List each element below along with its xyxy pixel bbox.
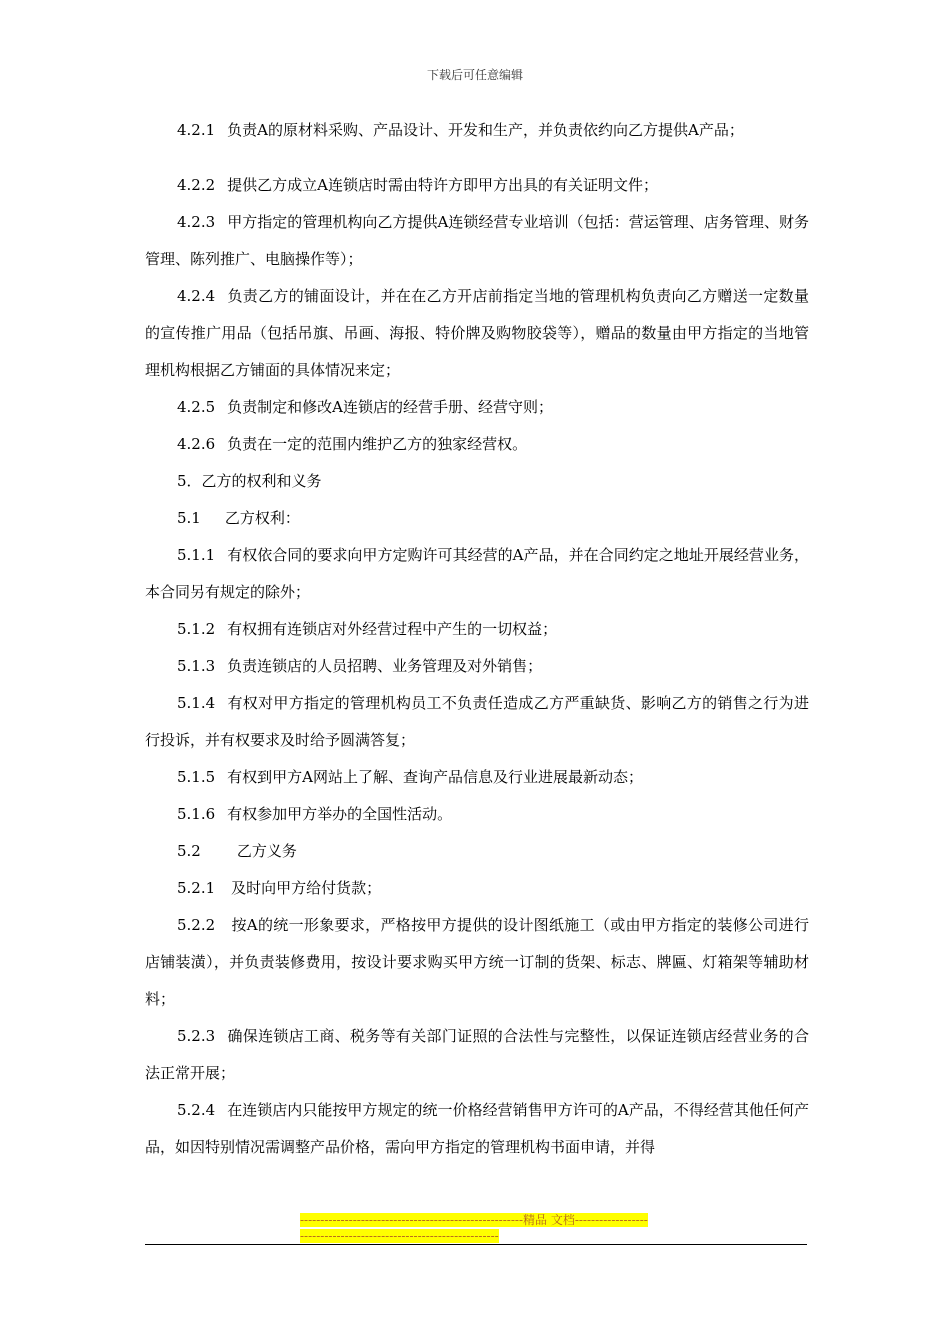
document-body [145,112,809,1166]
paragraph [145,537,809,611]
subsection-number: 5.1 [177,509,201,527]
paragraph [145,112,809,149]
clause-number: 5.1.4 [177,694,216,712]
clause-number: 5.2.2 [177,916,216,934]
paragraph [145,1018,809,1092]
clause-number: 4.2.1 [177,121,216,139]
clause-number: 5.1.5 [177,768,216,786]
section-title: 乙方的权利和义务 [201,472,322,490]
clause-number: 5.1.1 [177,546,216,564]
clause-number: 5.1.3 [177,657,216,675]
footer-watermark-text: -------------------------------------------------------精品 文档------------------------------------------------------------------- [300,1213,648,1243]
subsection-title: 乙方义务 [236,842,297,860]
clause-text: 甲方指定的管理机构向乙方提供A连锁经营专业培训（包括：营运管理、店务管理、财务管理、陈列推广、电脑操作等）； [145,213,809,268]
clause-number: 5.2.3 [177,1027,216,1045]
clause-text: 负责在一定的范围内维护乙方的独家经营权。 [227,435,528,453]
clause-number: 5.2.4 [177,1101,216,1119]
subsection-number: 5.2 [177,842,201,860]
paragraph [145,685,809,759]
page-header: 下载后可任意编辑 [426,68,523,82]
paragraph [145,759,809,796]
clause-text: 提供乙方成立A连锁店时需由特许方即甲方出具的有关证明文件； [227,176,659,194]
clause-number: 5.1.6 [177,805,216,823]
clause-text: 有权到甲方A网站上了解、查询产品信息及行业进展最新动态； [227,768,644,786]
paragraph [145,426,809,463]
clause-text: 在连锁店内只能按甲方规定的统一价格经营销售甲方许可的A产品，不得经营其他任何产品，如因特别情况需调整产品价格，需向甲方指定的管理机构书面申请，并得 [145,1101,809,1156]
paragraph [145,611,809,648]
clause-text: 负责连锁店的人员招聘、业务管理及对外销售； [227,657,543,675]
clause-number: 4.2.4 [177,287,216,305]
paragraph [145,1092,809,1166]
clause-number: 4.2.5 [177,398,216,416]
clause-text: 负责乙方的铺面设计，并在在乙方开店前指定当地的管理机构负责向乙方赠送一定数量的宣传推广用品（包括吊旗、吊画、海报、特价牌及购物胶袋等），赠品的数量由甲方指定的当地管理机构根据乙方铺面的具体情况来定； [145,287,809,379]
clause-text: 及时向甲方给付货款； [231,879,382,897]
paragraph [145,167,809,204]
paragraph [145,907,809,1018]
paragraph [145,796,809,833]
clause-number: 4.2.2 [177,176,216,194]
clause-text: 有权对甲方指定的管理机构员工不负责任造成乙方严重缺货、影响乙方的销售之行为进行投诉，并有权要求及时给予圆满答复； [145,694,809,749]
clause-text: 负责A的原材料采购、产品设计、开发和生产，并负责依约向乙方提供A产品； [227,121,744,139]
clause-number: 5.1.2 [177,620,216,638]
clause-text: 有权拥有连锁店对外经营过程中产生的一切权益； [227,620,558,638]
paragraph [145,389,809,426]
subsection-heading [145,833,809,870]
section-number: 5． [177,472,202,490]
clause-text: 按A的统一形象要求，严格按甲方提供的设计图纸施工（或由甲方指定的装修公司进行店铺装潢），并负责装修费用，按设计要求购买甲方统一订制的货架、标志、牌匾、灯箱架等辅助材料； [145,916,809,1008]
clause-number: 5.2.1 [177,879,216,897]
paragraph [145,870,809,907]
clause-number: 4.2.3 [177,213,216,231]
subsection-heading [145,500,809,537]
paragraph [145,648,809,685]
subsection-title: 乙方权利： [224,509,300,527]
clause-text: 有权依合同的要求向甲方定购许可其经营的A产品，并在合同约定之地址开展经营业务，本合同另有规定的除外； [145,546,809,601]
paragraph [145,278,809,389]
footer-rule [145,1244,807,1245]
clause-text: 有权参加甲方举办的全国性活动。 [227,805,453,823]
clause-text: 负责制定和修改A连锁店的经营手册、经营守则； [227,398,554,416]
section-heading [145,463,809,500]
footer-watermark [300,1212,650,1244]
paragraph [145,204,809,278]
clause-number: 4.2.6 [177,435,216,453]
clause-text: 确保连锁店工商、税务等有关部门证照的合法性与完整性，以保证连锁店经营业务的合法正常开展； [145,1027,809,1082]
